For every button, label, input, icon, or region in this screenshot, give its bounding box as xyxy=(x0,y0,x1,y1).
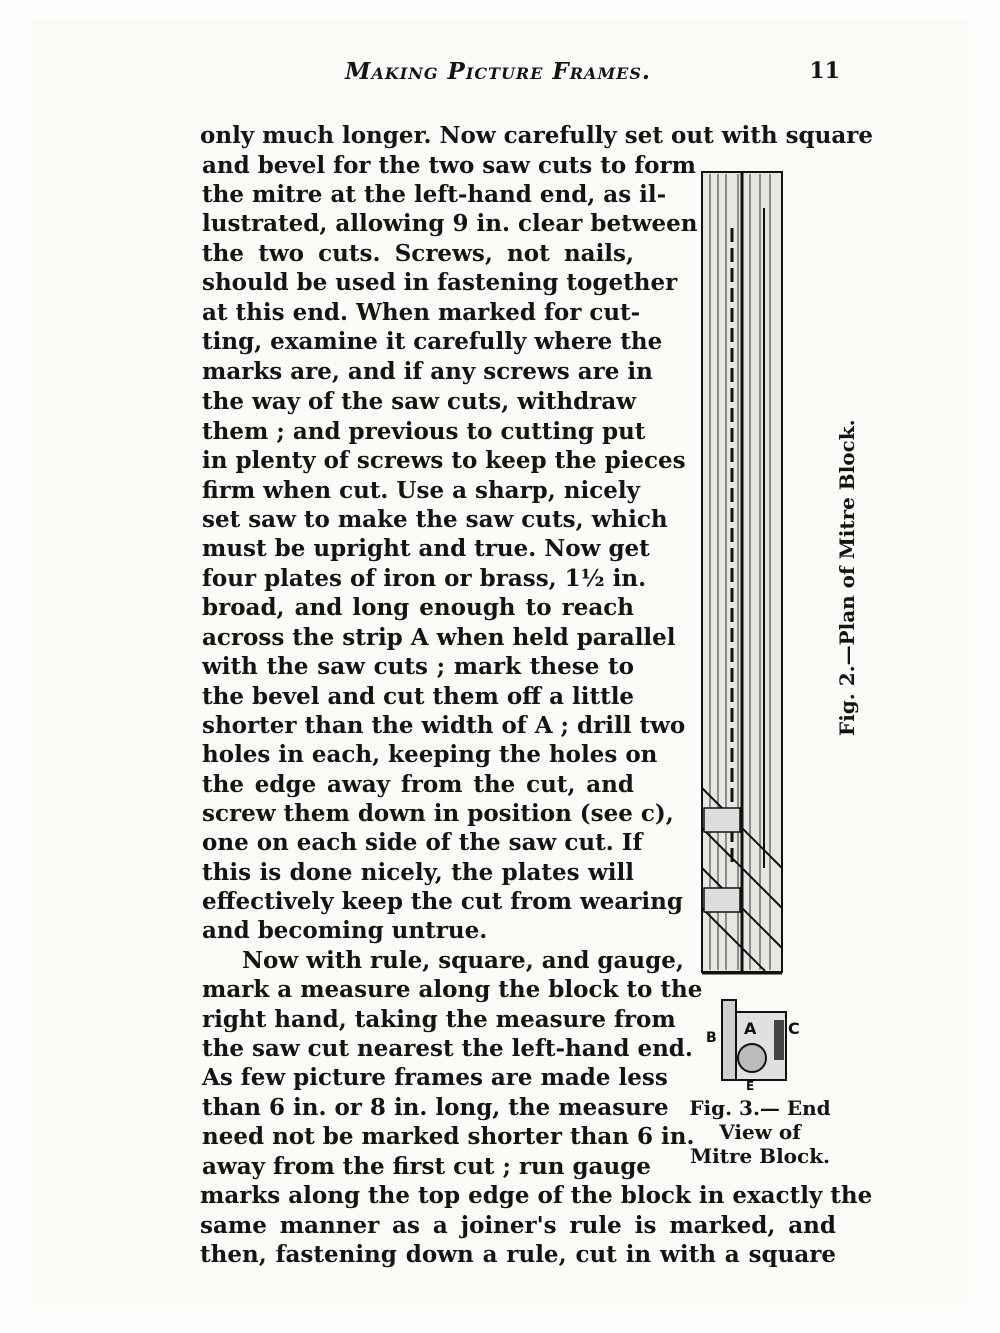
text-line: the bevel and cut them off a little xyxy=(202,683,635,710)
text-line: than 6 in. or 8 in. long, the measure xyxy=(202,1094,669,1121)
text-line: then, fastening down a rule, cut in with a square xyxy=(200,1241,836,1268)
figure-3-caption-line: View of xyxy=(719,1120,801,1144)
text-line: mark a measure along the block to the xyxy=(202,976,703,1003)
text-line: need not be marked shorter than 6 in. xyxy=(202,1123,695,1150)
figure-2-caption-text: Fig. 2.—Plan of Mitre Block. xyxy=(835,419,859,736)
text-line: screw them down in position (see c), xyxy=(202,800,674,827)
text-line: must be upright and true. Now get xyxy=(202,535,650,562)
text-line: the mitre at the left-hand end, as il- xyxy=(202,181,667,208)
text-line: lustrated, allowing 9 in. clear between xyxy=(202,210,698,237)
text-line: effectively keep the cut from wearing xyxy=(202,888,683,915)
text-line: same manner as a joiner's rule is marked, and xyxy=(200,1212,836,1239)
mitre-block-plan-drawing xyxy=(680,168,790,978)
text-line: and becoming untrue. xyxy=(202,917,488,944)
figure-3-caption xyxy=(660,1096,860,1168)
running-head xyxy=(200,58,840,94)
figure-3-caption-line: Fig. 3.— End xyxy=(689,1096,831,1120)
text-line: in plenty of screws to keep the pieces xyxy=(202,447,686,474)
text-line: the way of the saw cuts, withdraw xyxy=(202,388,637,415)
text-line: broad, and long enough to reach xyxy=(202,594,634,621)
text-line: ting, examine it carefully where the xyxy=(202,328,663,355)
text-line: should be used in fastening together xyxy=(202,269,678,296)
text-line: holes in each, keeping the holes on xyxy=(202,741,658,768)
figure-3-caption-line: Mitre Block. xyxy=(689,1144,831,1168)
text-line: them ; and previous to cutting put xyxy=(202,418,646,445)
text-line: firm when cut. Use a sharp, nicely xyxy=(202,477,640,504)
text-line: marks along the top edge of the block in exactly the xyxy=(200,1182,873,1209)
svg-text:E: E xyxy=(746,1079,755,1092)
mitre-block-end-view-drawing xyxy=(700,992,810,1092)
text-line: one on each side of the saw cut. If xyxy=(202,829,643,856)
text-line: Now with rule, square, and gauge, xyxy=(242,947,684,974)
figure-3-mitre-block-end-view xyxy=(700,992,810,1092)
text-line: across the strip A when held parallel xyxy=(202,624,676,651)
text-line: shorter than the width of A ; drill two xyxy=(202,712,686,739)
figure-2-mitre-block-plan xyxy=(680,168,790,978)
text-line: away from the first cut ; run gauge xyxy=(202,1153,651,1180)
text-line: As few picture frames are made less xyxy=(202,1064,668,1091)
text-line: the edge away from the cut, and xyxy=(202,771,634,798)
svg-text:A: A xyxy=(744,1019,757,1038)
text-line: with the saw cuts ; mark these to xyxy=(202,653,634,680)
text-line: right hand, taking the measure from xyxy=(202,1006,676,1033)
text-line: this is done nicely, the plates will xyxy=(202,859,634,886)
page-number: 11 xyxy=(809,58,840,84)
text-line: at this end. When marked for cut- xyxy=(202,299,641,326)
text-line: the saw cut nearest the left-hand end. xyxy=(202,1035,693,1062)
figure-2-caption xyxy=(803,418,859,738)
text-line: and bevel for the two saw cuts to form xyxy=(202,152,696,179)
text-line: marks are, and if any screws are in xyxy=(202,358,653,385)
text-line: four plates of iron or brass, 1½ in. xyxy=(202,565,647,592)
text-line: set saw to make the saw cuts, which xyxy=(202,506,668,533)
running-title: Making Picture Frames. xyxy=(345,58,651,85)
text-line: only much longer. Now carefully set out with square xyxy=(200,122,873,149)
text-line: the two cuts. Screws, not nails, xyxy=(202,240,634,267)
svg-text:B: B xyxy=(706,1030,717,1046)
svg-text:C: C xyxy=(788,1019,800,1038)
